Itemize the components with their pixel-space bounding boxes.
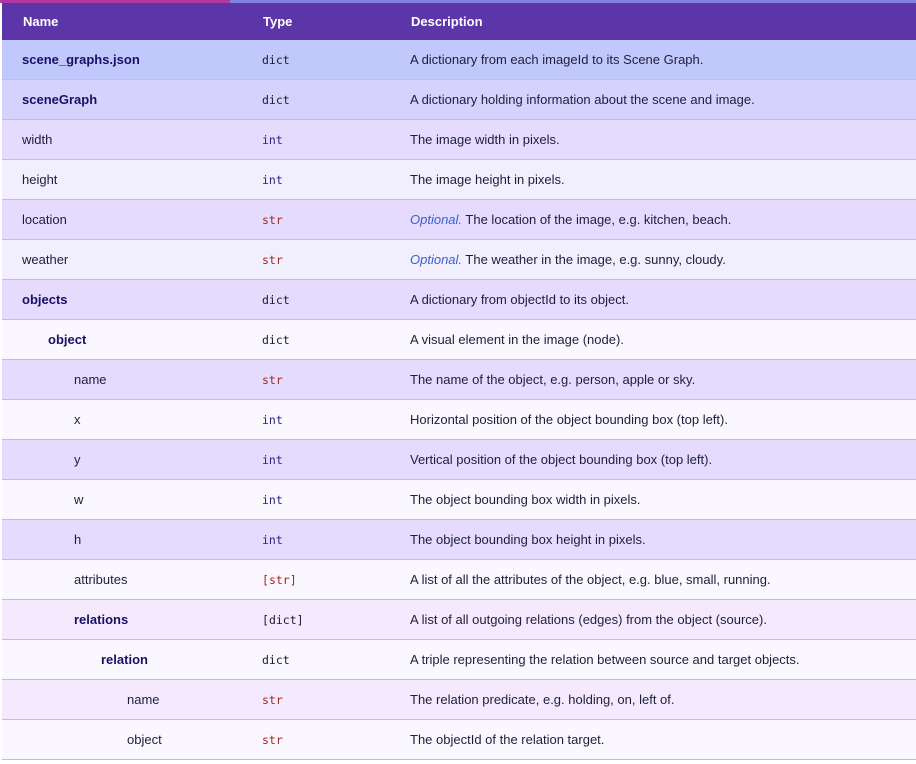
table-row [2, 120, 916, 160]
field-type: dict [241, 280, 389, 320]
field-type: str [241, 720, 389, 760]
field-description: A visual element in the image (node). [389, 320, 916, 360]
field-name: h [2, 520, 241, 560]
field-description: A list of all outgoing relations (edges) from the object (source). [389, 600, 916, 640]
schema-table [2, 0, 916, 760]
optional-label: Optional. [410, 252, 463, 267]
table-row [2, 400, 916, 440]
field-type: int [241, 440, 389, 480]
table-row [2, 280, 916, 320]
field-name: relations [2, 600, 241, 640]
field-type: str [241, 360, 389, 400]
field-description: The name of the object, e.g. person, apple or sky. [389, 360, 916, 400]
field-type: dict [241, 80, 389, 120]
field-type: int [241, 120, 389, 160]
field-description: Optional. The location of the image, e.g. kitchen, beach. [389, 200, 916, 240]
field-name: attributes [2, 560, 241, 600]
field-type: [str] [241, 560, 389, 600]
field-description: A dictionary from each imageId to its Scene Graph. [389, 40, 916, 80]
field-description: Vertical position of the object bounding box (top left). [389, 440, 916, 480]
field-description: The image width in pixels. [389, 120, 916, 160]
field-description: The objectId of the relation target. [389, 720, 916, 760]
field-description: The relation predicate, e.g. holding, on, left of. [389, 680, 916, 720]
field-description: Optional. The weather in the image, e.g. sunny, cloudy. [389, 240, 916, 280]
table-row [2, 360, 916, 400]
header-name: Name [2, 0, 241, 40]
table-row [2, 320, 916, 360]
field-type: dict [241, 640, 389, 680]
field-name: name [2, 680, 241, 720]
field-description: The object bounding box width in pixels. [389, 480, 916, 520]
table-row [2, 200, 916, 240]
field-description: A list of all the attributes of the object, e.g. blue, small, running. [389, 560, 916, 600]
field-name: sceneGraph [2, 80, 241, 120]
table-row [2, 600, 916, 640]
field-type: str [241, 200, 389, 240]
field-name: w [2, 480, 241, 520]
field-name: object [2, 320, 241, 360]
field-type: int [241, 400, 389, 440]
table-row [2, 440, 916, 480]
table-row [2, 480, 916, 520]
field-name: scene_graphs.json [2, 40, 241, 80]
table-row [2, 40, 916, 80]
field-type: int [241, 160, 389, 200]
header-type: Type [241, 0, 389, 40]
field-name: weather [2, 240, 241, 280]
table-row [2, 520, 916, 560]
field-name: relation [2, 640, 241, 680]
field-type: str [241, 240, 389, 280]
table-row [2, 160, 916, 200]
field-description: The object bounding box height in pixels. [389, 520, 916, 560]
field-type: dict [241, 40, 389, 80]
field-description: A dictionary from objectId to its object. [389, 280, 916, 320]
table-row [2, 80, 916, 120]
field-type: int [241, 480, 389, 520]
table-header-row [2, 0, 916, 40]
field-description: A triple representing the relation between source and target objects. [389, 640, 916, 680]
optional-label: Optional. [410, 212, 463, 227]
field-name: location [2, 200, 241, 240]
field-name: width [2, 120, 241, 160]
field-name: y [2, 440, 241, 480]
table-row [2, 640, 916, 680]
field-description: Horizontal position of the object bounding box (top left). [389, 400, 916, 440]
field-name: x [2, 400, 241, 440]
table-row [2, 560, 916, 600]
table-row [2, 240, 916, 280]
field-name: name [2, 360, 241, 400]
header-description: Description [389, 0, 916, 40]
top-border [230, 0, 916, 3]
field-type: int [241, 520, 389, 560]
field-name: objects [2, 280, 241, 320]
table-row [2, 680, 916, 720]
field-description: A dictionary holding information about the scene and image. [389, 80, 916, 120]
field-type: str [241, 680, 389, 720]
field-name: height [2, 160, 241, 200]
field-type: dict [241, 320, 389, 360]
field-name: object [2, 720, 241, 760]
field-type: [dict] [241, 600, 389, 640]
active-tab-indicator [0, 0, 230, 3]
field-description: The image height in pixels. [389, 160, 916, 200]
table-row [2, 720, 916, 760]
